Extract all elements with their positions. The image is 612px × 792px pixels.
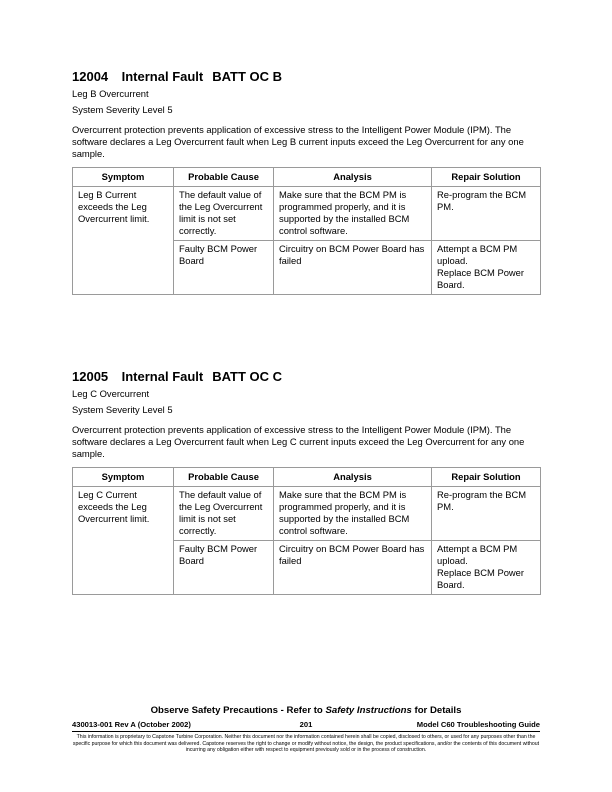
repair-step: Attempt a BCM PM upload. [437,542,518,566]
table-row [73,486,541,540]
repair-step: Attempt a BCM PM upload. [437,242,518,266]
repair-step: Replace BCM Power Board. [437,566,525,590]
safety-notice-pre: Observe Safety Precautions - Refer to [150,705,326,716]
fault-name: BATT OC B [212,69,283,84]
fault-heading [72,68,540,86]
analysis-cell: Make sure that the BCM PM is programmed properly, and it is supported by the installed BCM control software. [274,486,432,540]
severity-level: System Severity Level 5 [72,404,173,415]
header-symptom: Symptom [73,467,174,486]
symptom-cell: Leg C Current exceeds the Leg Overcurrent limit. [73,486,174,594]
page-number: 201 [299,720,313,729]
fault-subtitle: Leg C Overcurrent [72,388,150,399]
cause-cell: Faulty BCM Power Board [174,540,274,594]
troubleshooting-table [72,467,541,595]
fault-name: BATT OC C [212,369,283,384]
analysis-cell: Circuitry on BCM Power Board has failed [274,240,432,294]
fault-section-12004 [72,68,540,295]
fault-code: 12005 [72,369,109,384]
header-analysis: Analysis [274,467,432,486]
repair-cell: Re-program the BCM PM. [432,186,541,240]
table-row [73,186,541,240]
analysis-cell: Make sure that the BCM PM is programmed properly, and it is supported by the installed BCM control software. [274,186,432,240]
footer-divider [72,731,540,732]
repair-cell: Re-program the BCM PM. [432,486,541,540]
fault-section-12005 [72,368,540,595]
cause-cell: The default value of the Leg Overcurrent limit is not set correctly. [174,186,274,240]
fault-type: Internal Fault [121,369,204,384]
repair-step: Replace BCM Power Board. [437,266,525,290]
fault-description: Overcurrent protection prevents application of excessive stress to the Intelligent Power Module (IPM). The software declares a Leg Overcurrent fault when Leg B current inputs exceed the Leg Overcurrent for any one sample. [72,124,524,160]
guide-title: Model C60 Troubleshooting Guide [416,720,540,729]
table-header-row [73,167,541,186]
header-repair: Repair Solution [432,167,541,186]
header-repair: Repair Solution [432,467,541,486]
cause-cell: Faulty BCM Power Board [174,240,274,294]
doc-number: 430013-001 Rev A (October 2002) [72,720,191,729]
cause-cell: The default value of the Leg Overcurrent limit is not set correctly. [174,486,274,540]
header-cause: Probable Cause [174,167,274,186]
safety-notice-post: for Details [411,705,462,716]
fault-heading [72,368,540,386]
header-symptom: Symptom [73,167,174,186]
fault-type: Internal Fault [121,69,204,84]
repair-cell [432,540,541,594]
safety-notice [0,705,612,716]
severity-level: System Severity Level 5 [72,104,173,115]
table-header-row [73,467,541,486]
legal-notice: This information is proprietary to Capstone Turbine Corporation. Neither this document nor the information contained herein shall be copied, disclosed to others, or used for any purposes other than the specific purpose for which this document was delivered. Capstone reserves the right to change or modify without notice, the design, the product specifications, and/or the contents of this document without incurring any obligation either with respect to equipment previously sold or in the process of construction. [72,734,540,754]
repair-cell [432,240,541,294]
header-analysis: Analysis [274,167,432,186]
header-cause: Probable Cause [174,467,274,486]
troubleshooting-table [72,167,541,295]
safety-notice-emphasis: Safety Instructions [325,705,412,716]
fault-code: 12004 [72,69,109,84]
analysis-cell: Circuitry on BCM Power Board has failed [274,540,432,594]
fault-subtitle: Leg B Overcurrent [72,88,149,99]
fault-description: Overcurrent protection prevents application of excessive stress to the Intelligent Power Module (IPM). The software declares a Leg Overcurrent fault when Leg C current inputs exceed the Leg Overcurrent for any one sample. [72,424,525,460]
symptom-cell: Leg B Current exceeds the Leg Overcurrent limit. [73,186,174,294]
